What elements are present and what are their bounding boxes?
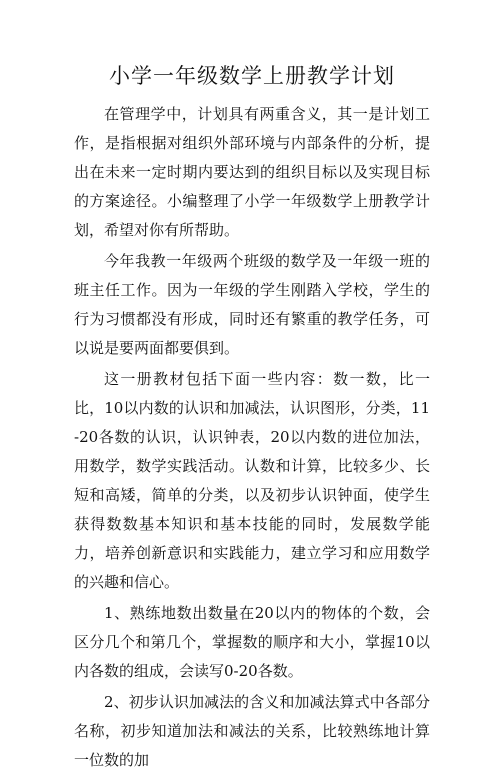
paragraph-goal-2: 2、初步认识加减法的含义和加减法算式中各部分名称，初步知道加法和减法的关系，比较熟练地计算一位数的加 [74, 693, 430, 769]
paragraph-teacher-duty: 今年我教一年级两个班级的数学及一年级一班的班主任工作。因为一年级的学生刚踏入学校，学生的行为习惯都没有形成，同时还有繁重的教学任务，可以说是要两面都要俱到。 [74, 252, 430, 357]
paragraph-textbook-content: 这一册教材包括下面一些内容：数一数，比一比，10以内数的认识和加减法，认识图形，分类，11-20各数的认识，认识钟表，20以内数的进位加法，用数学，数学实践活动。认数和计算，比较多少、长短和高矮，简单的分类，以及初步认识钟面，使学生获得数数基本知识和基本技能的同时，发展数学能力，培养创新意识和实践能力，建立学习和应用数学的兴趣和信心。 [74, 370, 430, 591]
document-title: 小学一年级数学上册教学计划 [109, 64, 395, 88]
paragraph-intro: 在管理学中，计划具有两重含义，其一是计划工作，是指根据对组织外部环境与内部条件的分析，提出在未来一定时期内要达到的组织目标以及实现目标的方案途径。小编整理了小学一年级数学上册教学计划，希望对你有所帮助。 [74, 105, 430, 239]
paragraph-goal-1: 1、熟练地数出数量在20以内的物体的个数，会区分几个和第几个，掌握数的顺序和大小，掌握10以内各数的组成，会读写0-20各数。 [74, 604, 430, 680]
